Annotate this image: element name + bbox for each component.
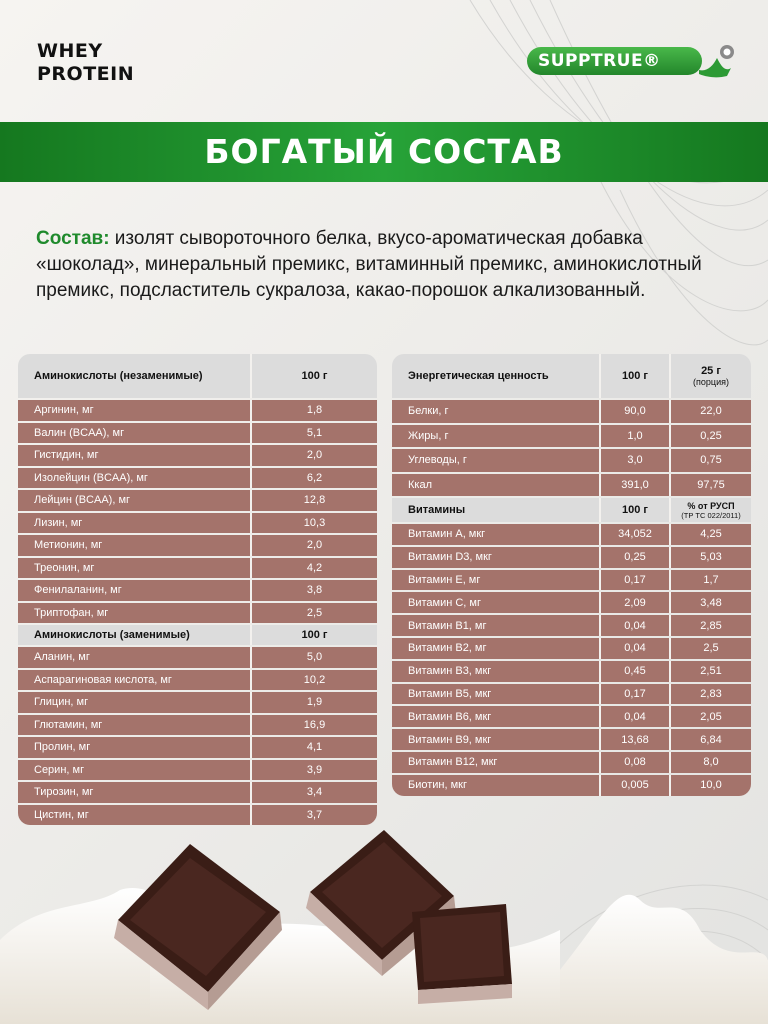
vitamin-name: Витамин С, мг [392,592,599,613]
amino-acids-table [18,352,377,827]
vitamin-value-100: 0,17 [599,684,669,705]
pct-label: % от РУСП [687,500,735,511]
brand-emblem-icon [697,42,737,80]
table-row [392,474,751,497]
nutrient-value-25: 97,75 [669,474,751,497]
table-row [18,670,377,691]
vitamin-name: Витамин В5, мкг [392,684,599,705]
amino-name: Глицин, мг [18,692,250,713]
table-row [392,729,751,750]
amino-value: 6,2 [250,468,377,489]
composition-body: изолят сывороточного белка, вкусо-ароматическая добавка «шоколад», минеральный премикс, витаминный премикс, аминокислотный премикс, подсластитель сукралоза, какао-порошок алкализованный. [36,228,702,301]
amino-value: 10,3 [250,513,377,534]
table-row [18,535,377,556]
composition-text [36,226,736,304]
nonessential-header-col: 100 г [250,625,377,645]
amino-value: 3,8 [250,580,377,601]
vitamin-value-100: 0,04 [599,706,669,727]
vitamin-value-pct: 4,25 [669,524,751,545]
vitamin-value-pct: 6,84 [669,729,751,750]
amino-name: Триптофан, мг [18,603,250,624]
table-row [392,684,751,705]
col-25-sublabel: (порция) [693,377,729,387]
table-row [18,468,377,489]
energy-header-col-100: 100 г [599,354,669,398]
amino-value: 2,0 [250,445,377,466]
table-row [392,547,751,568]
vitamin-value-100: 0,04 [599,615,669,636]
amino-value: 1,9 [250,692,377,713]
amino-value: 5,1 [250,423,377,444]
energy-header-label: Энергетическая ценность [392,354,599,398]
amino-name: Серин, мг [18,760,250,781]
table-row [18,513,377,534]
section-title-banner: БОГАТЫЙ СОСТАВ [0,122,768,182]
vitamin-value-100: 0,04 [599,638,669,659]
amino-value: 2,5 [250,603,377,624]
amino-value: 10,2 [250,670,377,691]
amino-name: Валин (BCAA), мг [18,423,250,444]
amino-name: Лизин, мг [18,513,250,534]
vitamin-name: Витамин Е, мг [392,570,599,591]
amino-value: 3,9 [250,760,377,781]
product-name [37,40,134,86]
table-row [392,425,751,448]
nutrient-value-100: 3,0 [599,449,669,472]
table-row [392,400,751,423]
table-row [18,737,377,758]
vitamin-value-pct: 2,5 [669,638,751,659]
vitamin-value-pct: 2,51 [669,661,751,682]
vitamin-value-100: 2,09 [599,592,669,613]
vitamin-value-pct: 8,0 [669,752,751,773]
amino-value: 4,2 [250,558,377,579]
essential-header-col: 100 г [250,354,377,398]
vitamin-name: Витамин В1, мг [392,615,599,636]
vitamins-header-col-100: 100 г [599,498,669,522]
brand-logo-text: SUPPTRUE® [527,47,702,75]
product-name-line1: WHEY [37,40,103,62]
amino-name: Аргинин, мг [18,400,250,421]
amino-name: Пролин, мг [18,737,250,758]
table-row [18,400,377,421]
nutrient-name: Ккал [392,474,599,497]
nutrient-value-100: 90,0 [599,400,669,423]
table-row [18,490,377,511]
table-row [18,647,377,668]
table-row [18,558,377,579]
amino-name: Глютамин, мг [18,715,250,736]
table-row [392,752,751,773]
vitamins-header-label: Витамины [392,498,599,522]
table-header-row [18,354,377,398]
col-25-label: 25 г [701,365,721,377]
amino-name: Гистидин, мг [18,445,250,466]
table-row [392,570,751,591]
table-row [392,615,751,636]
table-row [392,661,751,682]
table-row [18,760,377,781]
milk-splash-right [560,895,768,1024]
vitamin-value-pct: 10,0 [669,775,751,796]
amino-name: Тирозин, мг [18,782,250,803]
vitamin-name: Витамин В12, мкг [392,752,599,773]
pct-sublabel: (ТР ТС 022/2011) [681,510,741,520]
vitamin-value-100: 0,25 [599,547,669,568]
vitamin-name: Витамин В3, мкг [392,661,599,682]
amino-value: 12,8 [250,490,377,511]
vitamin-value-100: 0,08 [599,752,669,773]
table-row [18,692,377,713]
nutrient-value-25: 0,25 [669,425,751,448]
amino-name: Цистин, мг [18,805,250,826]
table-subheader-row [392,498,751,522]
nutrient-value-100: 391,0 [599,474,669,497]
product-name-line2: PROTEIN [37,63,135,85]
nutrient-name: Углеводы, г [392,449,599,472]
amino-value: 2,0 [250,535,377,556]
table-row [392,706,751,727]
table-row [18,603,377,624]
table-row [392,449,751,472]
nutrient-name: Белки, г [392,400,599,423]
vitamin-value-100: 0,17 [599,570,669,591]
vitamin-value-100: 0,005 [599,775,669,796]
amino-value: 3,7 [250,805,377,826]
table-row [392,638,751,659]
amino-name: Фенилаланин, мг [18,580,250,601]
amino-value: 16,9 [250,715,377,736]
table-row [18,715,377,736]
table-row [392,524,751,545]
amino-name: Метионин, мг [18,535,250,556]
vitamin-name: Витамин В9, мкг [392,729,599,750]
amino-value: 1,8 [250,400,377,421]
amino-name: Лейцин (BCAA), мг [18,490,250,511]
nonessential-header-label: Аминокислоты (заменимые) [18,625,250,645]
nutrient-value-25: 22,0 [669,400,751,423]
nutrient-name: Жиры, г [392,425,599,448]
table-header-row [392,354,751,398]
vitamin-name: Витамин D3, мкг [392,547,599,568]
amino-value: 4,1 [250,737,377,758]
amino-name: Изолейцин (BCAA), мг [18,468,250,489]
brand-logo [527,42,737,80]
vitamin-value-100: 13,68 [599,729,669,750]
nutrition-vitamins-table [392,352,751,798]
chocolate-piece-right [412,904,512,1004]
nutrient-value-100: 1,0 [599,425,669,448]
table-row [18,423,377,444]
vitamin-name: Витамин А, мкг [392,524,599,545]
vitamin-value-pct: 1,7 [669,570,751,591]
vitamin-value-pct: 3,48 [669,592,751,613]
nutrient-value-25: 0,75 [669,449,751,472]
composition-label: Состав: [36,228,110,249]
essential-header-label: Аминокислоты (незаменимые) [18,354,250,398]
table-row [392,592,751,613]
vitamin-value-pct: 2,83 [669,684,751,705]
vitamin-value-100: 0,45 [599,661,669,682]
vitamin-value-100: 34,052 [599,524,669,545]
table-row [18,445,377,466]
vitamin-value-pct: 2,85 [669,615,751,636]
amino-value: 5,0 [250,647,377,668]
amino-name: Аспарагиновая кислота, мг [18,670,250,691]
amino-name: Аланин, мг [18,647,250,668]
table-row [18,580,377,601]
vitamin-value-pct: 2,05 [669,706,751,727]
amino-name: Треонин, мг [18,558,250,579]
amino-value: 3,4 [250,782,377,803]
vitamin-name: Биотин, мкг [392,775,599,796]
vitamin-value-pct: 5,03 [669,547,751,568]
vitamin-name: Витамин В2, мг [392,638,599,659]
energy-header-col-25 [669,354,751,398]
table-row [18,782,377,803]
table-subheader-row [18,625,377,645]
vitamin-name: Витамин В6, мкг [392,706,599,727]
chocolate-milk-illustration [0,820,768,1024]
vitamins-header-col-pct [669,498,751,522]
table-row [392,775,751,796]
